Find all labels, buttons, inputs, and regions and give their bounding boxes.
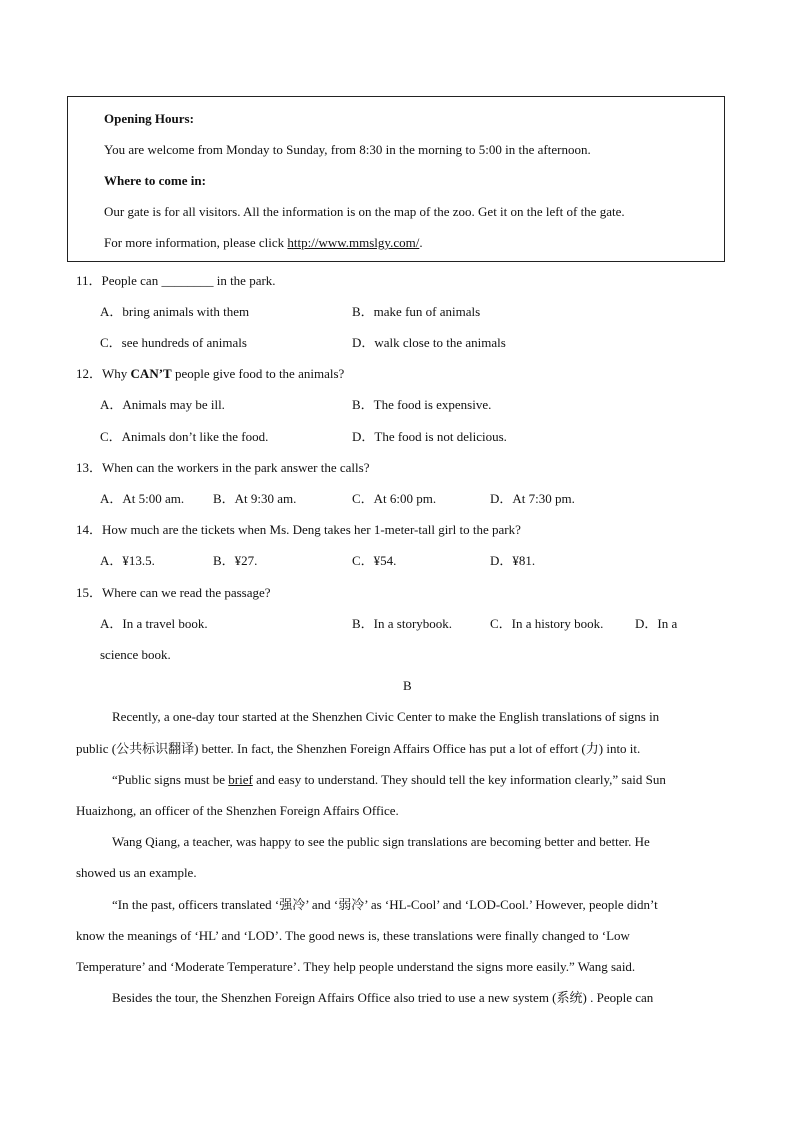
q15-option-d-continued: science book. [100, 647, 171, 662]
passage-line [112, 772, 666, 788]
underlined-word: brief [228, 772, 253, 787]
question-15 [76, 585, 271, 601]
q14-option-c[interactable]: C．¥54. [352, 553, 397, 568]
q15-option-a[interactable]: A．In a travel book. [100, 616, 208, 631]
passage-line: Besides the tour, the Shenzhen Foreign Affairs Office also tried to use a new system (系统) . People can [112, 990, 654, 1005]
question-number: 14． [76, 522, 103, 537]
more-info-suffix: . [419, 235, 423, 250]
q15-option-c[interactable]: C．In a history book. [490, 616, 604, 631]
question-number: 12． [76, 366, 103, 381]
passage-text: and easy to understand. They should tell the key information clearly,” said Sun [252, 772, 666, 787]
passage-line: public (公共标识翻译) better. In fact, the Shenzhen Foreign Affairs Office has put a lot of effort (力) into it. [76, 741, 641, 756]
q11-option-b[interactable]: B．make fun of animals [352, 304, 481, 319]
q11-option-a[interactable]: A．bring animals with them [100, 304, 250, 319]
question-14 [76, 522, 521, 538]
opening-hours-text: You are welcome from Monday to Sunday, from 8:30 in the morning to 5:00 in the afternoon. [104, 142, 591, 157]
q13-option-d[interactable]: D．At 7:30 pm. [490, 491, 575, 506]
section-b-heading: B [403, 678, 412, 693]
q15-option-b[interactable]: B．In a storybook. [352, 616, 453, 631]
question-11 [76, 273, 276, 289]
passage-line: showed us an example. [76, 865, 197, 880]
question-12 [76, 366, 344, 382]
q12-option-d[interactable]: D．The food is not delicious. [352, 429, 507, 444]
q12-option-b[interactable]: B．The food is expensive. [352, 397, 492, 412]
question-stem: Where can we read the passage? [102, 585, 271, 600]
question-stem: How much are the tickets when Ms. Deng takes her 1-meter-tall girl to the park? [102, 522, 521, 537]
gate-text: Our gate is for all visitors. All the information is on the map of the zoo. Get it on the left of the gate. [104, 204, 625, 219]
question-number: 13． [76, 460, 103, 475]
q14-option-b[interactable]: B．¥27. [213, 553, 258, 568]
passage-line: Temperature’ and ‘Moderate Temperature’. They help people understand the signs more easily.” Wang said. [76, 959, 636, 974]
opening-hours-heading: Opening Hours: [104, 111, 194, 126]
question-stem-start: Why [102, 366, 131, 381]
question-13 [76, 460, 370, 476]
more-info-line [104, 235, 423, 251]
more-info-prefix: For more information, please click [104, 235, 288, 250]
where-heading: Where to come in: [104, 173, 206, 188]
passage-line: Recently, a one-day tour started at the Shenzhen Civic Center to make the English translations of signs in [112, 709, 660, 724]
q11-option-d[interactable]: D．walk close to the animals [352, 335, 506, 350]
question-number: 15． [76, 585, 103, 600]
passage-line: “In the past, officers translated ‘强冷’ and ‘弱冷’ as ‘HL-Cool’ and ‘LOD-Cool.’ However, people didn’t [112, 897, 658, 912]
question-stem: People can ________ in the park. [101, 273, 276, 288]
q13-option-b[interactable]: B．At 9:30 am. [213, 491, 297, 506]
question-stem-emphasis: CAN’T [130, 366, 172, 381]
website-link[interactable]: http://www.mmslgy.com/ [287, 235, 420, 250]
question-stem-end: people give food to the animals? [171, 366, 345, 381]
q13-option-a[interactable]: A．At 5:00 am. [100, 491, 185, 506]
passage-text: “Public signs must be [112, 772, 229, 787]
q13-option-c[interactable]: C．At 6:00 pm. [352, 491, 437, 506]
passage-line: know the meanings of ‘HL’ and ‘LOD’. The good news is, these translations were finally changed to ‘Low [76, 928, 630, 943]
q14-option-d[interactable]: D．¥81. [490, 553, 536, 568]
question-number: 11． [76, 273, 102, 288]
q14-option-a[interactable]: A．¥13.5. [100, 553, 155, 568]
q15-option-d[interactable]: D．In a [635, 616, 678, 631]
q11-option-c[interactable]: C．see hundreds of animals [100, 335, 247, 350]
q12-option-c[interactable]: C．Animals don’t like the food. [100, 429, 269, 444]
passage-line: Huaizhong, an officer of the Shenzhen Foreign Affairs Office. [76, 803, 399, 818]
question-stem: When can the workers in the park answer the calls? [102, 460, 370, 475]
passage-line: Wang Qiang, a teacher, was happy to see the public sign translations are becoming better and better. He [112, 834, 650, 849]
q12-option-a[interactable]: A．Animals may be ill. [100, 397, 225, 412]
